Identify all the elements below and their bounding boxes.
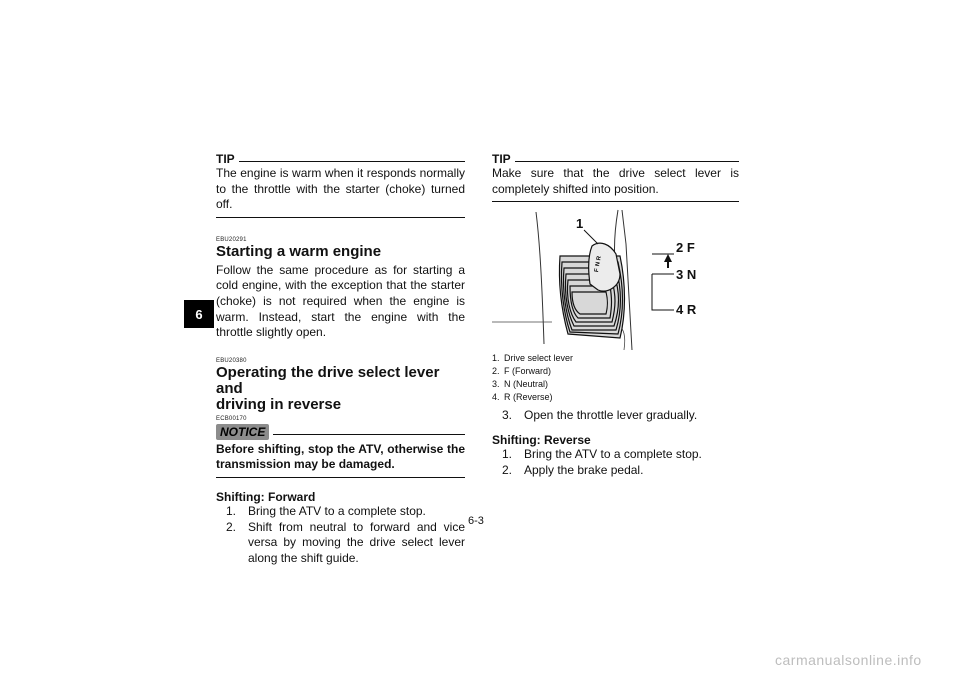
section-title-line2: driving in reverse xyxy=(216,395,342,413)
shifting-forward xyxy=(216,490,465,566)
callout-4: 4 R xyxy=(676,302,697,317)
caption-item: 4. R (Reverse) xyxy=(492,392,553,402)
caption-item: 1. Drive select lever xyxy=(492,353,574,363)
figure-outline-left xyxy=(536,212,544,344)
notice-text: Before shifting, stop the ATV, otherwise the transmission may be damaged. xyxy=(216,441,465,472)
tip-rule xyxy=(239,161,465,162)
tip-text: The engine is warm when it responds normally to the throttle with the starter (choke) turned off. xyxy=(216,166,465,212)
section-body: Follow the same procedure as for starting a cold engine, with the exception that the starter (choke) is not required when the engine is warm. Instead, start the engine with the throttle slightly open. xyxy=(216,262,465,340)
right-column xyxy=(492,152,739,202)
chapter-tab: 6 xyxy=(184,300,214,328)
tip-label: TIP xyxy=(492,152,511,166)
notice-bottom-rule xyxy=(216,477,465,478)
section-title-line1: Operating the drive select lever and xyxy=(216,363,440,397)
notice-rule xyxy=(273,434,465,435)
shifting-reverse xyxy=(492,433,739,478)
shifting-forward-heading: Shifting: Forward xyxy=(216,489,316,504)
notice-code: ECB00170 xyxy=(216,415,247,422)
section-code: EBU20291 xyxy=(216,236,247,243)
section-code: EBU20380 xyxy=(216,357,247,364)
callout-1: 1 xyxy=(576,216,584,231)
watermark: carmanualsonline.info xyxy=(775,652,922,668)
knob-marking-f: F xyxy=(594,268,601,273)
tip-label: TIP xyxy=(216,152,235,166)
tip-box-right xyxy=(492,152,739,202)
callout-bracket xyxy=(652,274,674,310)
notice-badge: NOTICE xyxy=(216,424,269,440)
section-drive-select xyxy=(216,358,465,478)
arrow-up-head-icon xyxy=(664,254,672,262)
list-item: 2. Shift from neutral to forward and vice versa by moving the drive select lever along the shift guide. xyxy=(226,519,465,565)
section-warm-engine xyxy=(216,237,465,341)
shifting-forward-steps xyxy=(216,504,465,566)
list-item: 2. Apply the brake pedal. xyxy=(502,462,644,477)
callout-leader-1 xyxy=(584,230,598,244)
step-3 xyxy=(502,408,739,424)
tip-bottom-rule xyxy=(492,201,739,202)
section-title: Starting a warm engine xyxy=(216,242,382,260)
tip-text: Make sure that the drive select lever is completely shifted into position. xyxy=(492,166,739,196)
lever-knob xyxy=(589,243,620,291)
tip-box-left xyxy=(216,152,465,218)
tip-heading xyxy=(492,152,739,166)
caption-item: 3. N (Neutral) xyxy=(492,379,549,389)
list-item: 1. Bring the ATV to a complete stop. xyxy=(226,503,426,518)
callout-2: 2 F xyxy=(676,240,695,255)
callout-3: 3 N xyxy=(676,267,697,282)
tip-rule xyxy=(515,161,739,162)
list-item: 3. Open the throttle lever gradually. xyxy=(502,408,698,422)
figure-captions xyxy=(492,352,692,404)
shifting-reverse-steps xyxy=(492,447,739,478)
left-column xyxy=(216,152,465,566)
notice-header xyxy=(216,424,465,440)
shifting-reverse-heading: Shifting: Reverse xyxy=(492,433,591,447)
drive-select-lever-figure xyxy=(492,204,722,354)
caption-item: 2. F (Forward) xyxy=(492,366,551,376)
list-item: 1. Bring the ATV to a complete stop. xyxy=(502,447,702,461)
tip-bottom-rule xyxy=(216,217,465,218)
tip-heading xyxy=(216,152,465,166)
page-number: 6-3 xyxy=(468,515,484,527)
knob-marking-r: R xyxy=(596,255,603,261)
knob-marking-n: N xyxy=(595,261,602,267)
